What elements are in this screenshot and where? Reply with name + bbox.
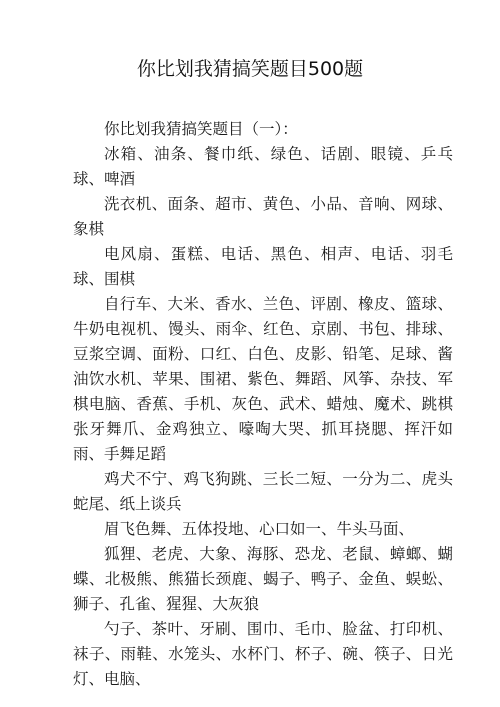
paragraph-idioms: 眉飞色舞、五体投地、心口如一、牛头马面、 bbox=[104, 520, 415, 538]
paragraph-word-list: 冰箱、油条、餐巾纸、绿色、话剧、眼镜、乒乓球、啤酒 bbox=[73, 145, 453, 188]
paragraph-word-list: 电风扇、蛋糕、电话、黑色、相声、电话、羽毛球、围棋 bbox=[73, 245, 453, 288]
paragraph-objects: 勺子、茶叶、牙刷、围巾、毛巾、脸盆、打印机、袜子、雨鞋、水笼头、水杯门、杯子、碗、筷子、日光灯、电脑、 bbox=[73, 620, 453, 688]
document-body bbox=[73, 117, 453, 692]
paragraph-animals: 狐狸、老虎、大象、海豚、恐龙、老鼠、蟑螂、蝴蝶、北极熊、熊猫长颈鹿、蝎子、鸭子、金鱼、蜈蚣、狮子、孔雀、猩猩、大灰狼 bbox=[73, 545, 453, 613]
paragraph-word-list: 洗衣机、面条、超市、黄色、小品、音响、网球、象棋 bbox=[73, 195, 453, 238]
paragraph-word-list: 自行车、大米、香水、兰色、评剧、橡皮、篮球、牛奶电视机、馒头、雨伞、红色、京剧、书包、排球、豆浆空调、面粉、口红、白色、皮影、铅笔、足球、酱油饮水机、苹果、围裙、紫色、舞蹈、风筝、杂技、军棋电脑、香蕉、手机、灰色、武术、蜡烛、魔术、跳棋张牙舞爪、金鸡独立、嚎啕大哭、抓耳挠腮、挥汗如雨、手舞足蹈 bbox=[73, 295, 453, 463]
paragraph-heading: 你比划我猜搞笑题目（一）： bbox=[104, 120, 298, 138]
document-title: 你比划我猜搞笑题目500题 bbox=[136, 58, 364, 80]
paragraph-idioms: 鸡犬不宁、鸡飞狗跳、三长二短、一分为二、虎头蛇尾、纸上谈兵 bbox=[73, 470, 453, 513]
